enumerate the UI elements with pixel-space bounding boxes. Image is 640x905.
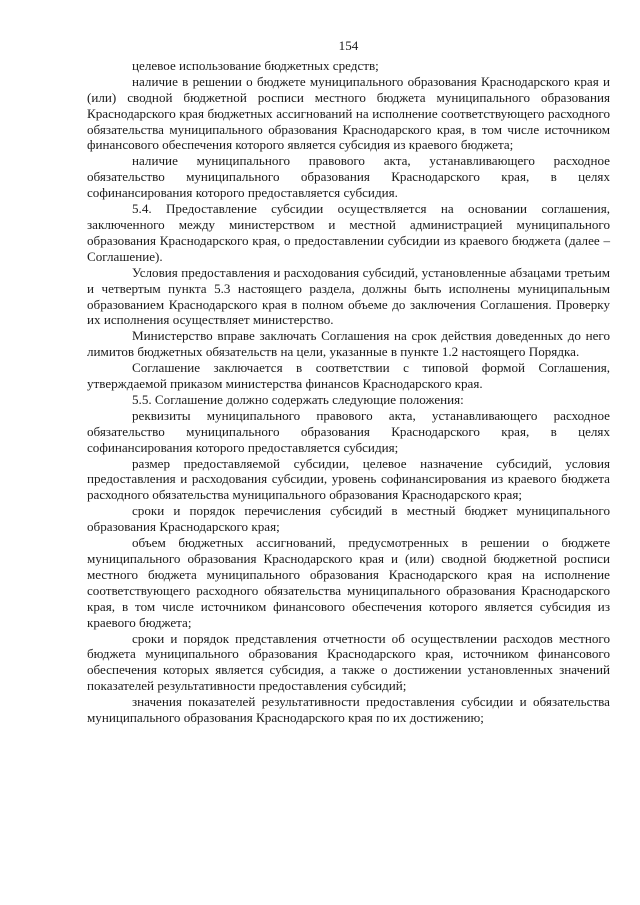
paragraph: Соглашение заключается в соответствии с типовой формой Соглашения, утверждаемой приказом министерства финансов Краснодарского края. bbox=[87, 360, 610, 392]
paragraph: целевое использование бюджетных средств; bbox=[132, 57, 379, 73]
paragraph: реквизиты муниципального правового акта, устанавливающего расходное обязательство муниципального образования Краснодарского края, в целях софинансирования которого предоставляется субсидия; bbox=[87, 407, 610, 455]
paragraph: наличие муниципального правового акта, устанавливающего расходное обязательство муниципального образования Краснодарского края, в целях софинансирования которого предоставляется субсидия. bbox=[87, 153, 610, 201]
page-number: 154 bbox=[338, 38, 359, 53]
paragraph: 5.5. Соглашение должно содержать следующие положения: bbox=[132, 391, 464, 407]
paragraph: Министерство вправе заключать Соглашения на срок действия доведенных до него лимитов бюджетных обязательств на цели, указанные в пункте 1.2 настоящего Порядка. bbox=[87, 328, 610, 360]
paragraph: размер предоставляемой субсидии, целевое назначение субсидий, условия предоставления и расходования субсидии, уровень софинансирования из краевого бюджета расходного обязательства муниципального образования Краснодарского края; bbox=[87, 455, 610, 503]
document-page bbox=[87, 38, 610, 726]
paragraph: сроки и порядок перечисления субсидий в местный бюджет муниципального образования Краснодарского края; bbox=[87, 503, 610, 535]
paragraph: 5.4. Предоставление субсидии осуществляется на основании соглашения, заключенного между министерством и местной администрацией муниципального образования Краснодарского края, о предоставлении субсидии из краевого бюджета (далее – Соглашение). bbox=[87, 201, 610, 264]
paragraph: наличие в решении о бюджете муниципального образования Краснодарского края и (или) сводной бюджетной росписи местного бюджета муниципального образования Краснодарского края бюджетных ассигнований на исполнение соответствующего расходного обязательства муниципального образования Краснодарского края, в том числе источником финансового обеспечения которого является субсидия из краевого бюджета; bbox=[87, 73, 610, 153]
paragraph: объем бюджетных ассигнований, предусмотренных в решении о бюджете муниципального образования Краснодарского края и (или) сводной бюджетной росписи местного бюджета муниципального образования Краснодарского края на исполнение соответствующего расходного обязательства муниципального образования Краснодарского края, в том числе источником финансового обеспечения которого является субсидия из краевого бюджета; bbox=[87, 535, 610, 630]
paragraph: Условия предоставления и расходования субсидий, установленные абзацами третьим и четвертым пункта 5.3 настоящего раздела, должны быть исполнены муниципальным образованием Краснодарского края в полном объеме до заключения Соглашения. Проверку их исполнения осуществляет министерство. bbox=[87, 264, 610, 328]
paragraph: сроки и порядок представления отчетности об осуществлении расходов местного бюджета муниципального образования Краснодарского края, источником финансового обеспечения которых является субсидия, а также о достижении установленных значений показателей результативности предоставления субсидий; bbox=[87, 630, 610, 694]
paragraph: значения показателей результативности предоставления субсидии и обязательства муниципального образования Краснодарского края по их достижению; bbox=[87, 694, 610, 726]
